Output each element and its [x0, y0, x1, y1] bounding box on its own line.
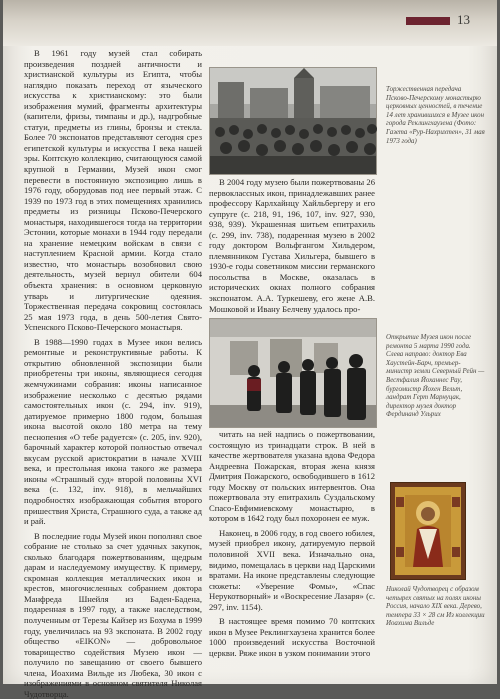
photo-caption: Николай Чудотворец с образом четырех святых на полях иконы Россия, начало XIX века. Дерево, темпера 33 × 28 см Из коллекции Иоахима Вильде	[386, 586, 485, 628]
photo-people-gallery-icon	[210, 319, 376, 427]
paragraph: В настоящее время помимо 70 коптских икон в Музее Реклингхаузена хранится более 1000 произведений искусства Восточной церкви. Ряже икон в узком понимании этого	[209, 616, 375, 658]
photo-caption: Торжественная передача Псково-Печерскому монастырю церковных ценностей, в течение 14 лет хранившихся в Музее икон города Реклингхаузена (Фото: Газета «Рур-Нахрихтен», 31 мая 1973 года)	[386, 86, 485, 145]
museum-reopening-photo	[209, 318, 377, 428]
photo-orthodox-icon	[391, 483, 465, 579]
page-number: 13	[457, 12, 470, 27]
paragraph: В 2004 году музею были пожертвованы 26 первоклассных икон, принадлежавших ранее профессору Карлхайнцу Хайльбергеру и его супруге (с. 218, 91, 196, 107, inv. 927, 930, 938, 939). Украшенная шитьем епитрахиль (с. 299, inv. 738), подаренная музею в 2002 году доктором Вольфгангом Хильдером, племянником Густава Хильгера, бывшего в 1930-е годы советником миссии германского посольства в Москве, оказалась в исторических окнах полного собрания экспонатом. А.А. Туркешеву, его жене А.В. Мошковой и Ивану Белчеву удалось про-	[209, 177, 375, 314]
accent-bar	[406, 17, 450, 25]
handover-ceremony-photo	[209, 67, 377, 175]
icon-saint-nicholas-photo	[390, 482, 466, 580]
left-column	[24, 48, 202, 699]
paragraph: Наконец, в 2006 году, в год своего юбилея, музей приобрел икону, датируемую первой половиной XVII века. Изначально она, видимо, помещалась в церкви над Царскими вратами. На иконе представлены следующие сюжеты: «Уверение Фомы», «Спас Нерукотворный» и «Воскресение Лазаря» (с. 297, inv. 1154).	[209, 527, 375, 612]
paragraph: В 1961 году музей стал собирать произведения поздней античности и христианской культуры из Египта, чтобы наглядно показать переход от языческого искусства к христианскому: это были изображения мумий, фрагменты архитектуры (капители, фризы, тимпаны и др.), надгробные статуи, предметы из глины, бронзы и стекла. Более 70 экспонатов представляют сегодня срез египетской культуры и искусства I века нашей эры. Коптскую коллекцию, считающуюся самой крупной в Германии, Музей икон смог перевести в постоянную экспозицию лишь в 1976 году, оборудовав под нее первый этаж. С 1939 по 1973 год в этих помещениях хранились предметы из ризницы Псково-Печерского монастыря, находившегося тогда на территории Эстонии, которые монахи в 1944 году передали на хранение немецким войскам в связи с наступлением Красной армии. Когда стало известно, что монастырь возобновил свою деятельность, музей вернул обители 604 объекта хранения: в основном церковную утварь и литургические одеяния. Торжественная передача сокровищ состоялась 25 мая 1973 года, в день 500-летия Свято-Успенского Псково-Печерского монастыря.	[24, 48, 202, 333]
photo-crowd-monastery-icon	[210, 68, 376, 174]
middle-column-top	[209, 177, 375, 317]
photo-caption: Открытие Музея икон после ремонта 5 марта 1990 года. Слева направо: доктор Ева Хаустейн-Барч, премьер-министр земли Северный Рейн — Вестфалия Йоханнес Рау, бургомистр Йохен Вельт, ландрат Герт Марнуцак, директор музея доктор Фердинанд Ульрих	[386, 334, 485, 419]
middle-column-bottom	[209, 429, 375, 679]
paragraph: читать на ней надпись о пожертвовании, состоящую из тринадцати строк. В ней в качестве жертвователя указана вдова Федора Андреевна Пожарская, вторая жена князя Дмитрия Пожарского, освободившего в 1612 году Москву от польских интервентов. Она пожертвовала эту епитрахиль Суздальскому Спасо-Евфимиевскому монастырю, в котором в 1642 году был похоронен ее муж.	[209, 429, 375, 524]
paragraph: В 1988—1990 годах в Музее икон велись ремонтные и реконструктивные работы. К открытию обновленной экспозиции были приобретены три иконы, являющиеся сегодня жемчужинами собрания: иконы написанное изображение несколько с десятью рядами самостоятельных икон (с. 294, inv. 919), датируемое примерно 1800 годом, большая икона высотой около 180 метра на тему песнопения «О тебе радуется» (с. 205, inv. 920), барочный характер которой полностью отвечал вкусам русской аристократии в начале XVIII века, и престольная икона такого же размера иконы «Страшный суд» второй половины XVI века (с. 132, inv. 918), в мельчайших подробностях изображающая события второго пришествия Христа, Страшного суда, а также ад и рай.	[24, 336, 202, 527]
paragraph: В последние годы Музей икон пополнял свое собрание не столько за счет удачных закупок, сколько благодаря пожертвованиям, щедрым дарам и наследуемому имуществу. К примеру, скромная коллекция металлических икон и крестов, многочисленных собранием доктора Манфреда Шнейля из Баден-Бадена, подаренная в 1997 году, а также наследством, полученным от Терезы Кайзер из Бохума в 1999 году, увеличилась на 93 экспоната. В 2002 году общество «EIKON» — добровольное товарищество содействия Музею икон — получило по завещанию от своего бывшего члена, Иоахима Вильде из Любека, 30 икон с изображениями в основном святителя Николая Чудотворца.	[24, 530, 202, 699]
